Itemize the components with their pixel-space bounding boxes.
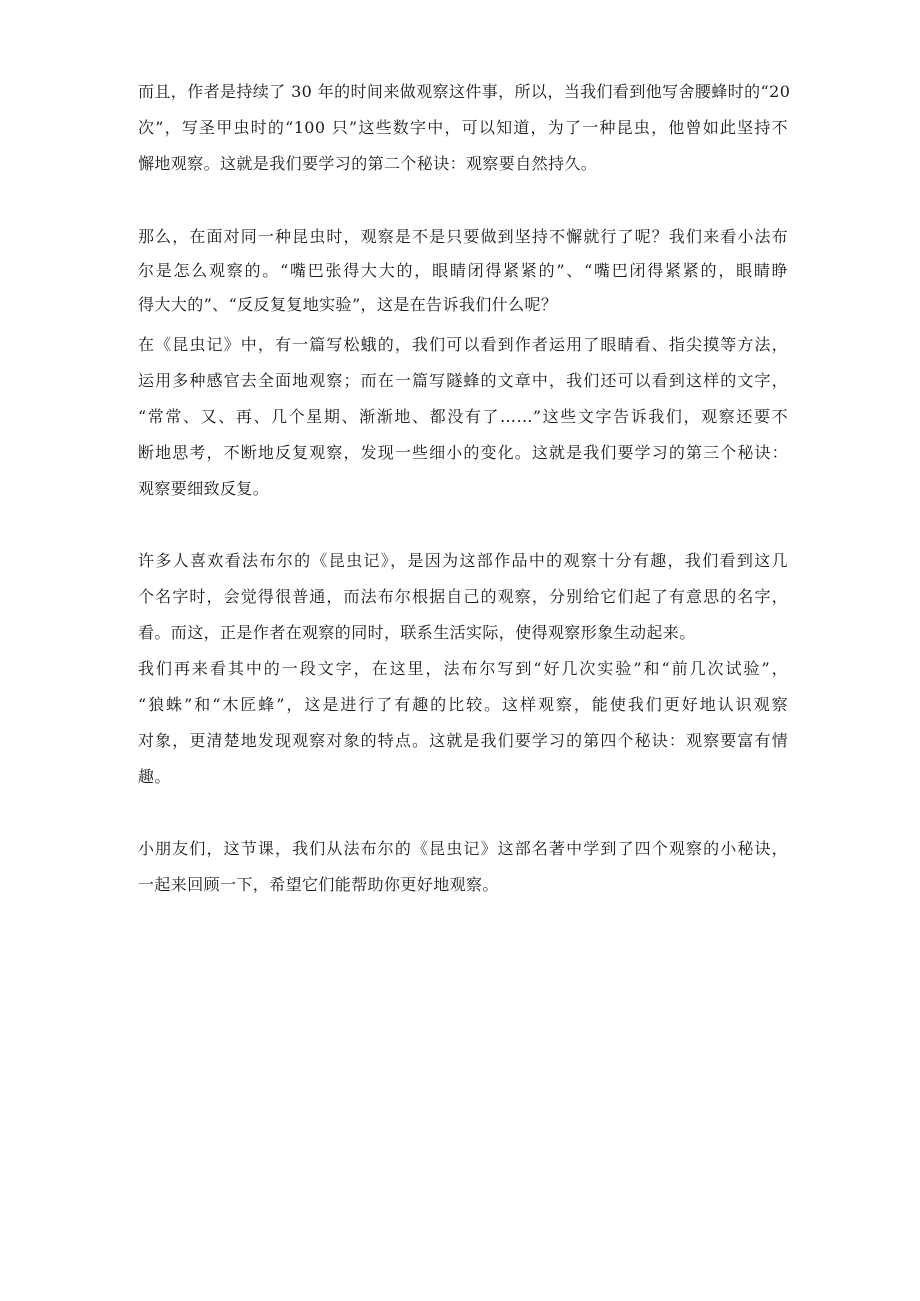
text-line: 那么，在面对同一种昆虫时，观察是不是只要做到坚持不懈就行了呢？我们来看小法布 bbox=[138, 227, 788, 246]
text-line: “常常、又、再、几个星期、渐渐地、都没有了……”这些文字告诉我们，观察还要不 bbox=[138, 407, 788, 426]
text-line: 看。而这，正是作者在观察的同时，联系生活实际，使得观察形象生动起来。 bbox=[138, 623, 696, 642]
text-line: 而且，作者是持续了 30 年的时间来做观察这件事，所以，当我们看到他写舍腰蜂时的“20 bbox=[138, 82, 791, 101]
text-line: 观察要细致反复。 bbox=[138, 479, 270, 498]
text-line: 断地思考，不断地反复观察，发现一些细小的变化。这就是我们要学习的第三个秘诀： bbox=[138, 443, 788, 462]
text-line: 许多人喜欢看法布尔的《昆虫记》，是因为这部作品中的观察十分有趣，我们看到这几 bbox=[138, 551, 788, 570]
text-line: 得大大的”、“反反复复地实验”，这是在告诉我们什么呢？ bbox=[138, 295, 558, 314]
text-line: 我们再来看其中的一段文字，在这里，法布尔写到“好几次实验”和“前几次试验”， bbox=[138, 659, 788, 678]
text-line: 小朋友们，这节课，我们从法布尔的《昆虫记》这部名著中学到了四个观察的小秘诀， bbox=[138, 839, 788, 858]
text-line: 趣。 bbox=[138, 767, 171, 786]
text-line: 尔是怎么观察的。“嘴巴张得大大的，眼睛闭得紧紧的”、“嘴巴闭得紧紧的，眼睛睁 bbox=[138, 261, 788, 280]
text-line: 运用多种感官去全面地观察；而在一篇写隧蜂的文章中，我们还可以看到这样的文字， bbox=[138, 371, 788, 390]
text-line: 个名字时，会觉得很普通，而法布尔根据自己的观察，分别给它们起了有意思的名字， bbox=[138, 587, 788, 606]
text-line: 一起来回顾一下，希望它们能帮助你更好地观察。 bbox=[138, 875, 499, 894]
text-line: 在《昆虫记》中，有一篇写松蛾的，我们可以看到作者运用了眼睛看、指尖摸等方法， bbox=[138, 335, 788, 354]
text-line: 次”，写圣甲虫时的“100 只”这些数字中，可以知道，为了一种昆虫，他曾如此坚持不 bbox=[138, 118, 788, 137]
text-line: “狼蛛”和“木匠蜂”，这是进行了有趣的比较。这样观察，能使我们更好地认识观察 bbox=[138, 695, 788, 714]
text-line: 对象，更清楚地发现观察对象的特点。这就是我们要学习的第四个秘诀：观察要富有情 bbox=[138, 731, 788, 750]
text-line: 懈地观察。这就是我们要学习的第二个秘诀：观察要自然持久。 bbox=[138, 154, 598, 173]
